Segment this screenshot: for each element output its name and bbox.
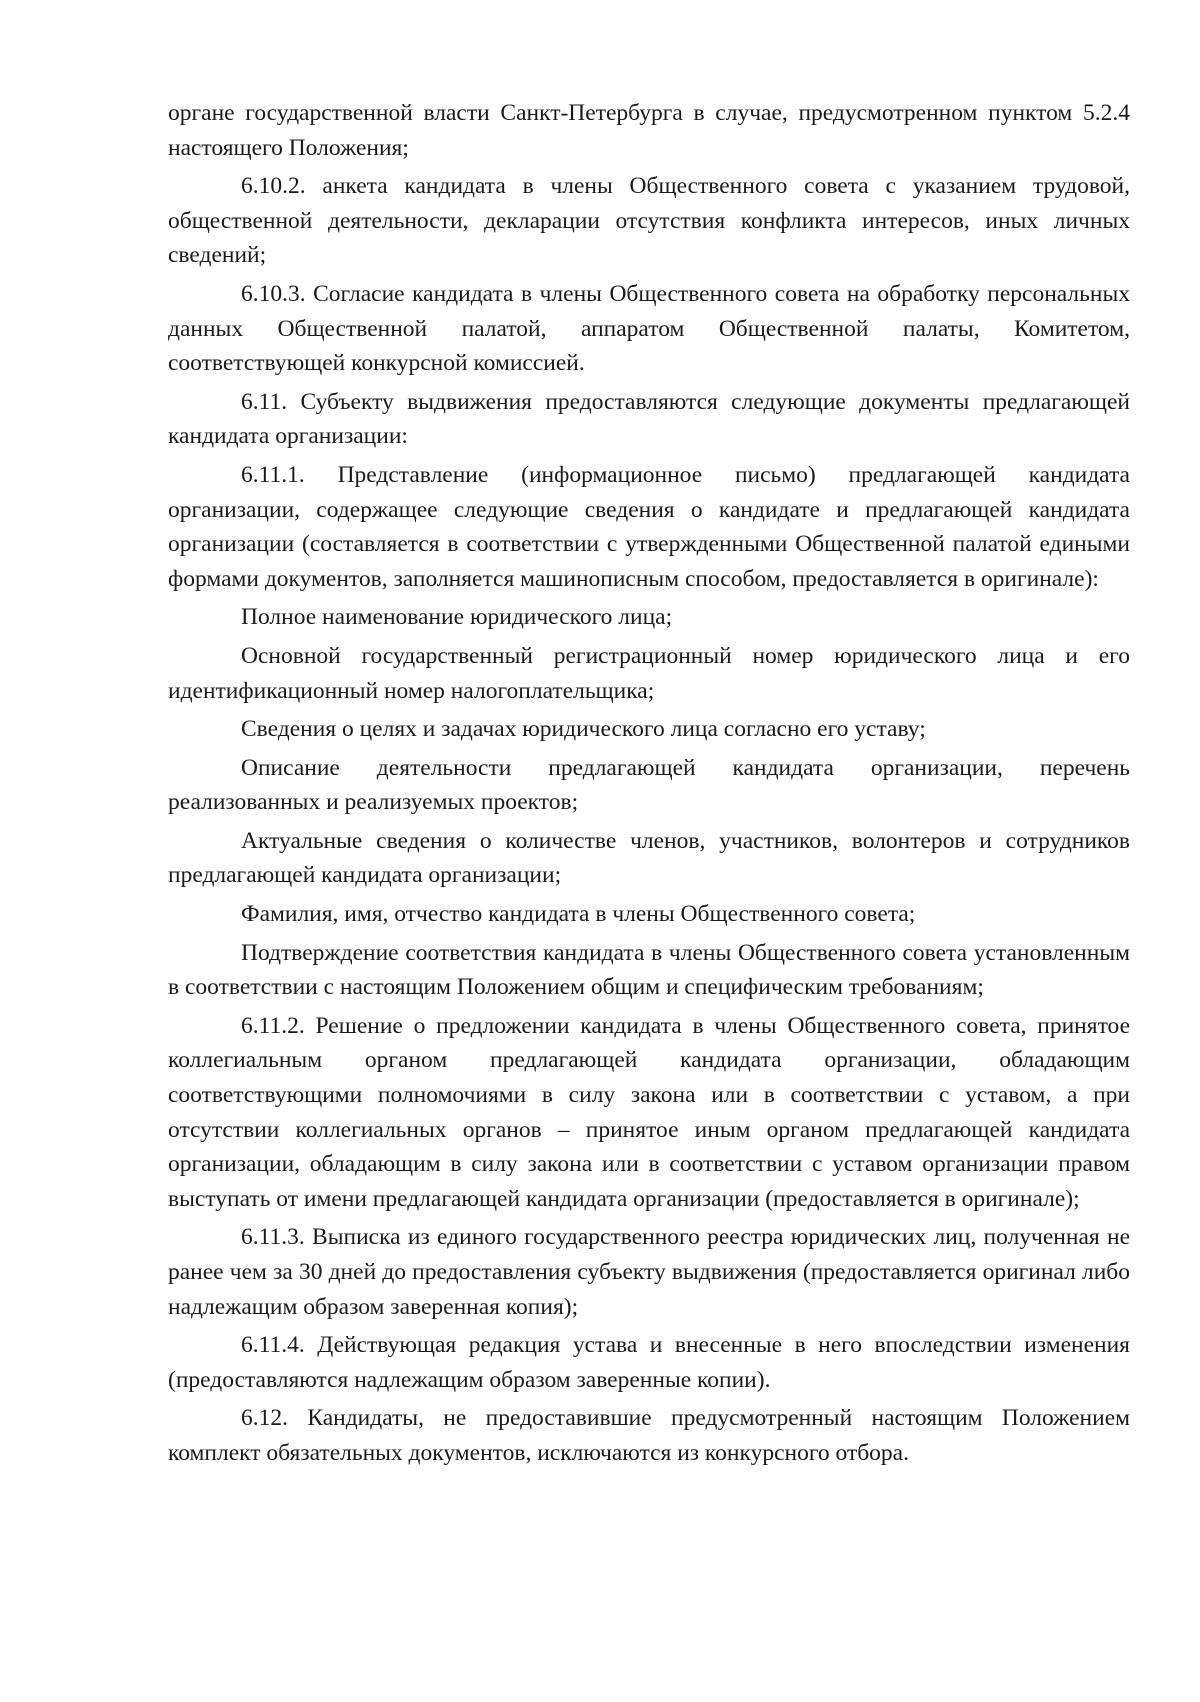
list-item-ogrn-inn: Основной государственный регистрационный номер юридического лица и его идентификационный номер налогоплательщика;: [168, 642, 1130, 704]
paragraph-continuation: органе государственной власти Санкт-Петербурга в случае, предусмотренном пунктом 5.2.4 настоящего Положения;: [168, 100, 1130, 161]
list-item-full-name: Полное наименование юридического лица;: [241, 604, 673, 631]
paragraph-6-11-4: 6.11.4. Действующая редакция устава и внесенные в него впоследствии изменения (предоставляются надлежащим образом заверенные копии).: [168, 1332, 1130, 1393]
paragraph-6-11-1: 6.11.1. Представление (информационное письмо) предлагающей кандидата организации, содержащее следующие сведения о кандидате и предлагающей кандидата организации (составляется в соответствии с утвержденными Общественной палатой едиными формами документов, заполняется машинописным способом, предоставляется в оригинале):: [168, 461, 1130, 592]
paragraph-6-10-2: 6.10.2. анкета кандидата в члены Общественного совета с указанием трудовой, общественной деятельности, декларации отсутствия конфликта интересов, иных личных сведений;: [168, 173, 1130, 269]
list-item-activity: Описание деятельности предлагающей кандидата организации, перечень реализованных и реализуемых проектов;: [168, 754, 1130, 816]
paragraph-6-10-3: 6.10.3. Согласие кандидата в члены Общественного совета на обработку персональных данных Общественной палатой, аппаратом Общественной палаты, Комитетом, соответствующей конкурсной комиссией.: [168, 280, 1130, 377]
list-item-goals: Сведения о целях и задачах юридического лица согласно его уставу;: [241, 716, 926, 743]
list-item-candidate-name: Фамилия, имя, отчество кандидата в члены Общественного совета;: [241, 901, 916, 928]
paragraph-6-11-3: 6.11.3. Выписка из единого государственного реестра юридических лиц, полученная не ранее чем за 30 дней до предоставления субъекту выдвижения (предоставляется оригинал либо надлежащим образом заверенная копия);: [168, 1224, 1130, 1320]
paragraph-6-12: 6.12. Кандидаты, не предоставившие предусмотренный настоящим Положением комплект обязательных документов, исключаются из конкурсного отбора.: [168, 1405, 1130, 1466]
paragraph-6-11: 6.11. Субъекту выдвижения предоставляются следующие документы предлагающей кандидата организации:: [168, 388, 1130, 450]
paragraph-6-11-2: 6.11.2. Решение о предложении кандидата в члены Общественного совета, принятое коллегиальным органом предлагающей кандидата организации, обладающим соответствующими полномочиями в силу закона или в соответствии с уставом, а при отсутствии коллегиальных органов – принятое иным органом предлагающей кандидата организации, обладающим в силу закона или в соответствии с уставом организации правом выступать от имени предлагающей кандидата организации (предоставляется в оригинале);: [168, 1012, 1130, 1212]
list-item-confirmation: Подтверждение соответствия кандидата в члены Общественного совета установленным в соответствии с настоящим Положением общим и специфическим требованиям;: [168, 939, 1130, 1001]
list-item-members: Актуальные сведения о количестве членов, участников, волонтеров и сотрудников предлагающей кандидата организации;: [168, 827, 1130, 889]
document-body: [168, 96, 1130, 1471]
